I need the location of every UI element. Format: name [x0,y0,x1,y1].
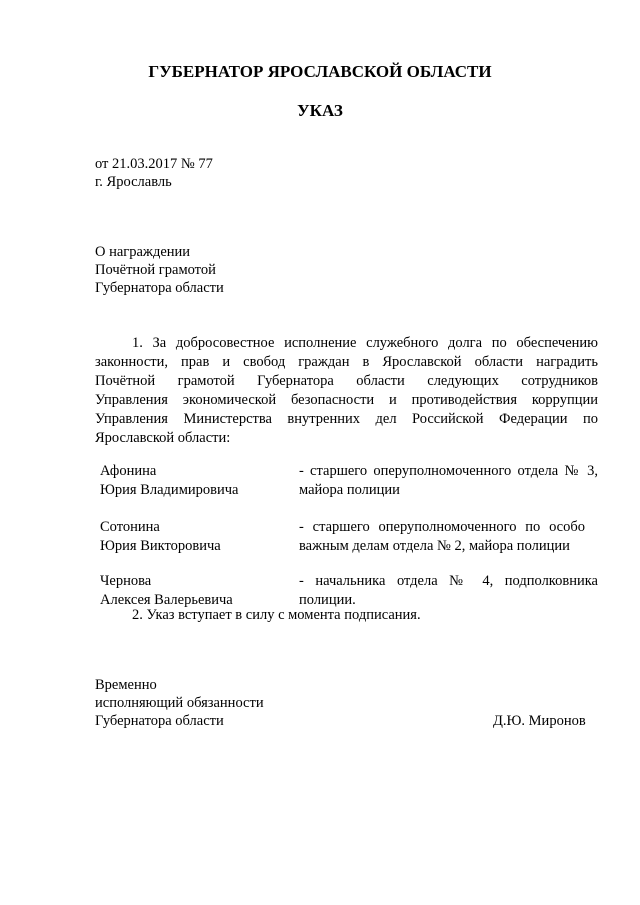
awardee-position-line-2: полиции. [299,592,356,608]
paragraph-1-line: Ярославской области: [95,430,231,446]
paragraph-1-line: Управления экономической безопасности и противодействия коррупции [95,392,598,408]
awardee-name: Юрия Владимировича [100,482,239,498]
document-city: г. Ярославль [95,174,172,190]
awardee-position-line-1: - старшего оперуполномоченного по особо [299,519,585,535]
awardee-surname: Чернова [100,573,152,589]
paragraph-1 [95,334,598,448]
signature-line-3: Губернатора области [95,713,224,729]
awardee-position-line-2: важным делам отдела № 2, майора полиции [299,538,570,554]
signer-name: Д.Ю. Миронов [493,713,586,729]
subject-line-3: Губернатора области [95,280,224,296]
subject-line-2: Почётной грамотой [95,262,216,278]
awardee-position-line-1: - старшего оперуполномоченного отдела № 3, [299,463,598,479]
document-date-number: от 21.03.2017 № 77 [95,156,213,172]
paragraph-1-line: 1. За добросовестное исполнение служебного долга по обеспечению [132,335,598,351]
awardee-position-line-1: - начальника отдела № 4, подполковника [299,573,598,589]
paragraph-1-line: Управления Министерства внутренних дел Российской Федерации по [95,411,598,427]
paragraph-2: 2. Указ вступает в силу с момента подписания. [132,607,421,623]
awardee-surname: Сотонина [100,519,160,535]
awardee-position [299,572,598,610]
awardee-position-line-2: майора полиции [299,482,400,498]
signature-line-2: исполняющий обязанности [95,695,264,711]
awardee-surname: Афонина [100,463,157,479]
paragraph-1-line: Почётной грамотой Губернатора области следующих сотрудников [95,373,598,389]
awardee-name: Алексея Валерьевича [100,592,233,608]
document-type: УКАЗ [297,101,343,120]
document-authority: ГУБЕРНАТОР ЯРОСЛАВСКОЙ ОБЛАСТИ [148,62,492,81]
signature-line-1: Временно [95,677,157,693]
awardee-name: Юрия Викторовича [100,538,221,554]
awardee-position [299,462,598,500]
subject-line-1: О награждении [95,244,191,260]
awardee-position [299,518,585,556]
paragraph-1-line: законности, прав и свобод граждан в Ярославской области наградить [95,354,598,370]
